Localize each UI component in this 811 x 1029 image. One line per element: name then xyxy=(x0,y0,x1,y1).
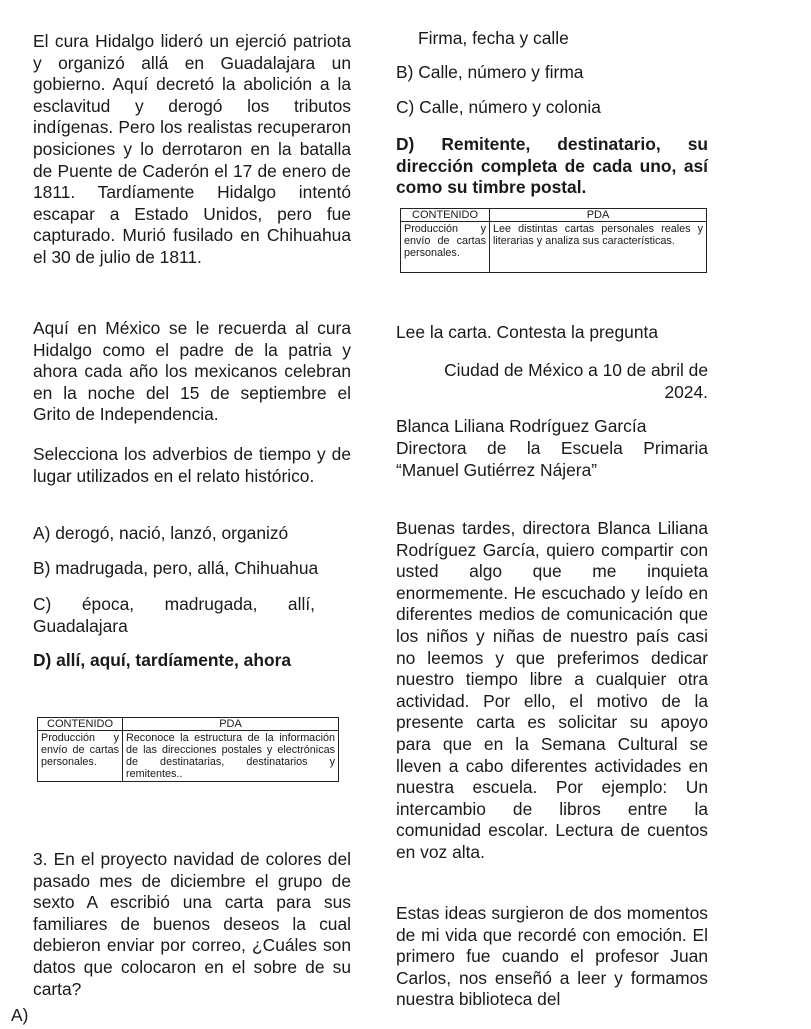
pda-table-right xyxy=(400,208,707,273)
letter-date: Ciudad de México a 10 de abril de 2024. xyxy=(444,360,708,402)
envelope-option-a[interactable]: Firma, fecha y calle xyxy=(418,28,569,48)
letter-paragraph-2: Estas ideas surgieron de dos momentos de mi vida que recordé con emoción. El primero fue cuando el profesor Juan Carlos, nos enseñó a leer y formamos nuestra biblioteca del xyxy=(396,903,708,1010)
envelope-option-b[interactable]: B) Calle, número y firma xyxy=(396,62,584,82)
table-header-contenido: CONTENIDO xyxy=(401,209,490,222)
question-3: 3. En el proyecto navidad de colores del pasado mes de diciembre el grupo de sexto A escribió una carta para sus familiares de buenos deseos la cual debieron enviar por correo, ¿Cuáles son datos que colocaron en el sobre de su carta? xyxy=(33,849,351,999)
hidalgo-paragraph: El cura Hidalgo lideró un ejerció patriota y organizó allá en Guadalajara un gobierno. Aquí decretó la abolición a la esclavitud y derogó los tributos indígenas. Pero los realistas recuperaron posiciones y lo derrotaron en la batalla de Puente de Caderón el 17 de enero de 1811. Tardíamente Hidalgo intentó escapar a Estado Unidos, pero fue capturado. Murió fusilado en Chihuahua el 30 de julio de 1811. xyxy=(33,31,351,267)
adverbs-option-c[interactable]: C) época, madrugada, allí, Guadalajara xyxy=(33,594,315,636)
question-3-option-a-label[interactable]: A) xyxy=(11,1005,29,1025)
mexico-paragraph: Aquí en México se le recuerda al cura Hidalgo como el padre de la patria y ahora cada año los mexicanos celebran en la noche del 15 de septiembre el Grito de Independencia. xyxy=(33,318,351,425)
table-header-contenido: CONTENIDO xyxy=(38,718,123,731)
envelope-option-d[interactable]: D) Remitente, destinatario, su dirección completa de cada uno, así como su timbre postal. xyxy=(396,134,708,198)
letter-paragraph-1: Buenas tardes, directora Blanca Liliana Rodríguez García, quiero compartir con usted algo que me inquieta enormemente. He escuchado y leído en diferentes medios de comunicación que los niños y niñas de nuestro país casi no leemos y que preferimos dedicar nuestro tiempo libre a cualquier otra actividad. Por ello, el motivo de la presente carta es solicitar su apoyo para que en la Semana Cultural se lleven a cabo diferentes actividades en nuestra escuela. Por ejemplo: Un intercambio de libros entre la comunidad escolar. Lectura de cuentos en voz alta. xyxy=(396,518,708,862)
letter-recipient-role: Directora de la Escuela Primaria “Manuel Gutiérrez Nájera” xyxy=(396,438,708,480)
adverbs-option-d[interactable]: D) allí, aquí, tardíamente, ahora xyxy=(33,650,292,670)
adverbs-question: Selecciona los adverbios de tiempo y de lugar utilizados en el relato histórico. xyxy=(33,444,351,486)
letter-instruction: Lee la carta. Contesta la pregunta xyxy=(396,322,658,342)
table-cell-contenido: Producción y envío de cartas personales. xyxy=(401,222,490,273)
table-cell-contenido: Producción y envío de cartas personales. xyxy=(38,731,123,782)
table-header-pda: PDA xyxy=(123,718,339,731)
adverbs-option-b[interactable]: B) madrugada, pero, allá, Chihuahua xyxy=(33,558,319,578)
letter-recipient-name: Blanca Liliana Rodríguez García xyxy=(396,416,647,436)
table-header-pda: PDA xyxy=(490,209,707,222)
table-cell-pda: Reconoce la estructura de la información de las direcciones postales y electrónicas de destinatarias, destinatarios y remitentes.. xyxy=(123,731,339,782)
adverbs-option-a[interactable]: A) derogó, nació, lanzó, organizó xyxy=(33,523,289,543)
table-cell-pda: Lee distintas cartas personales reales y literarias y analiza sus características. xyxy=(490,222,707,273)
envelope-option-c[interactable]: C) Calle, número y colonia xyxy=(396,97,601,117)
pda-table-left xyxy=(37,717,339,782)
